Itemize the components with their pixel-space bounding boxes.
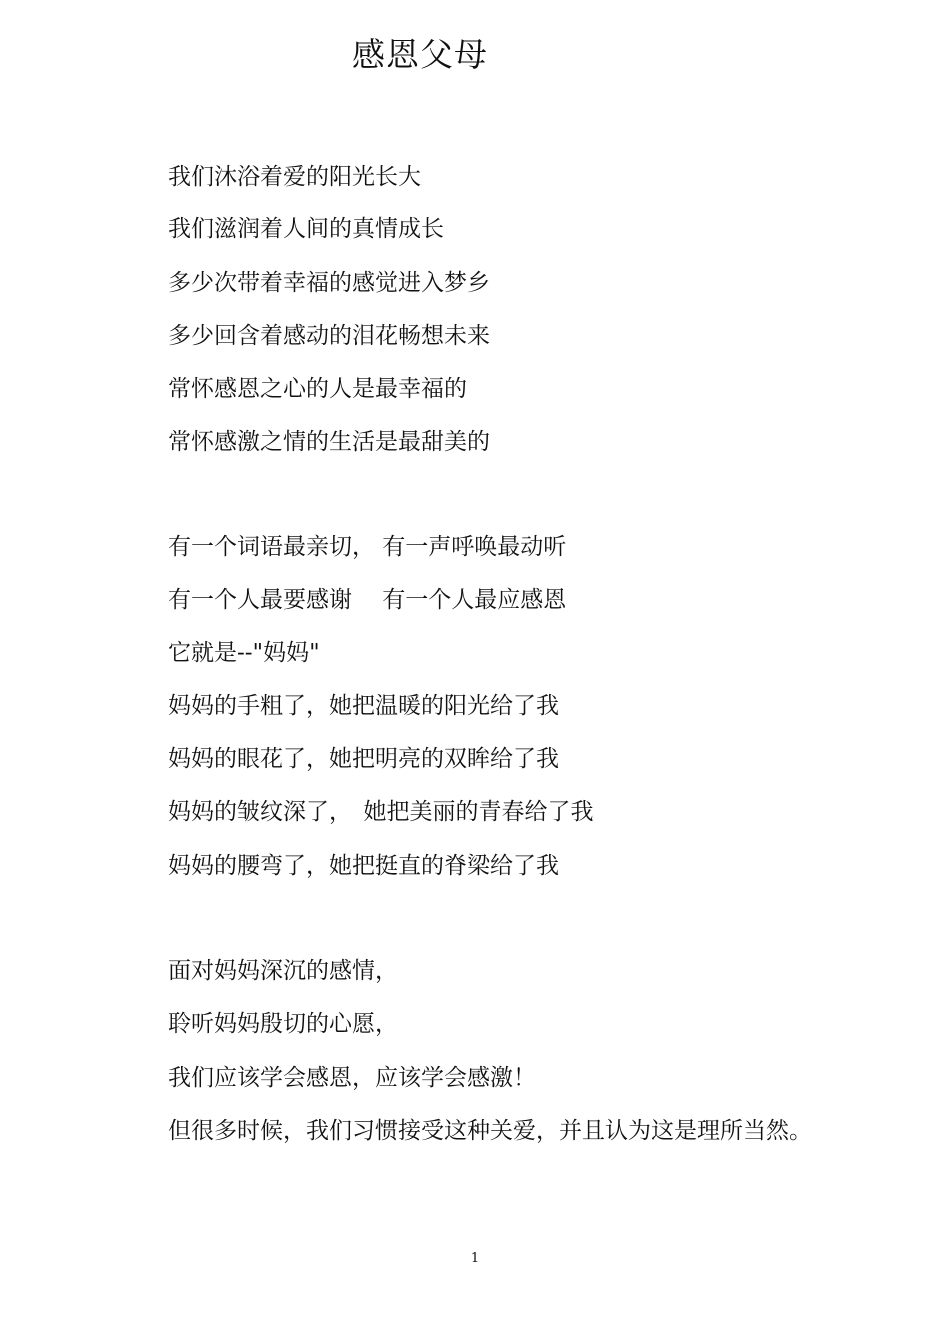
poem-line: 妈妈的腰弯了，她把挺直的脊梁给了我 xyxy=(168,853,559,879)
poem-line: 妈妈的手粗了，她把温暖的阳光给了我 xyxy=(168,693,559,719)
poem-line: 多少回含着感动的泪花畅想未来 xyxy=(168,323,490,349)
poem-line: 我们沐浴着爱的阳光长大 xyxy=(168,164,421,190)
poem-line: 但很多时候，我们习惯接受这种关爱，并且认为这是理所当然。 xyxy=(168,1118,812,1144)
poem-line: 它就是--"妈妈" xyxy=(168,640,320,666)
poem-line: 有一个人最要感谢 有一个人最应感恩 xyxy=(168,587,567,613)
poem-line: 常怀感激之情的生活是最甜美的 xyxy=(168,429,490,455)
poem-line: 我们应该学会感恩，应该学会感激！ xyxy=(168,1065,536,1091)
poem-line: 我们滋润着人间的真情成长 xyxy=(168,216,444,242)
poem-line: 妈妈的皱纹深了， 她把美丽的青春给了我 xyxy=(168,799,594,825)
poem-line: 常怀感恩之心的人是最幸福的 xyxy=(168,376,467,402)
poem-line: 多少次带着幸福的感觉进入梦乡 xyxy=(168,270,490,296)
poem-line: 聆听妈妈殷切的心愿， xyxy=(168,1011,398,1037)
poem-line: 妈妈的眼花了，她把明亮的双眸给了我 xyxy=(168,746,559,772)
poem-line: 面对妈妈深沉的感情， xyxy=(168,958,398,984)
page-number: 1 xyxy=(470,1251,480,1266)
poem-line: 有一个词语最亲切， 有一声呼唤最动听 xyxy=(168,534,567,560)
document-title: 感恩父母 xyxy=(352,35,488,74)
